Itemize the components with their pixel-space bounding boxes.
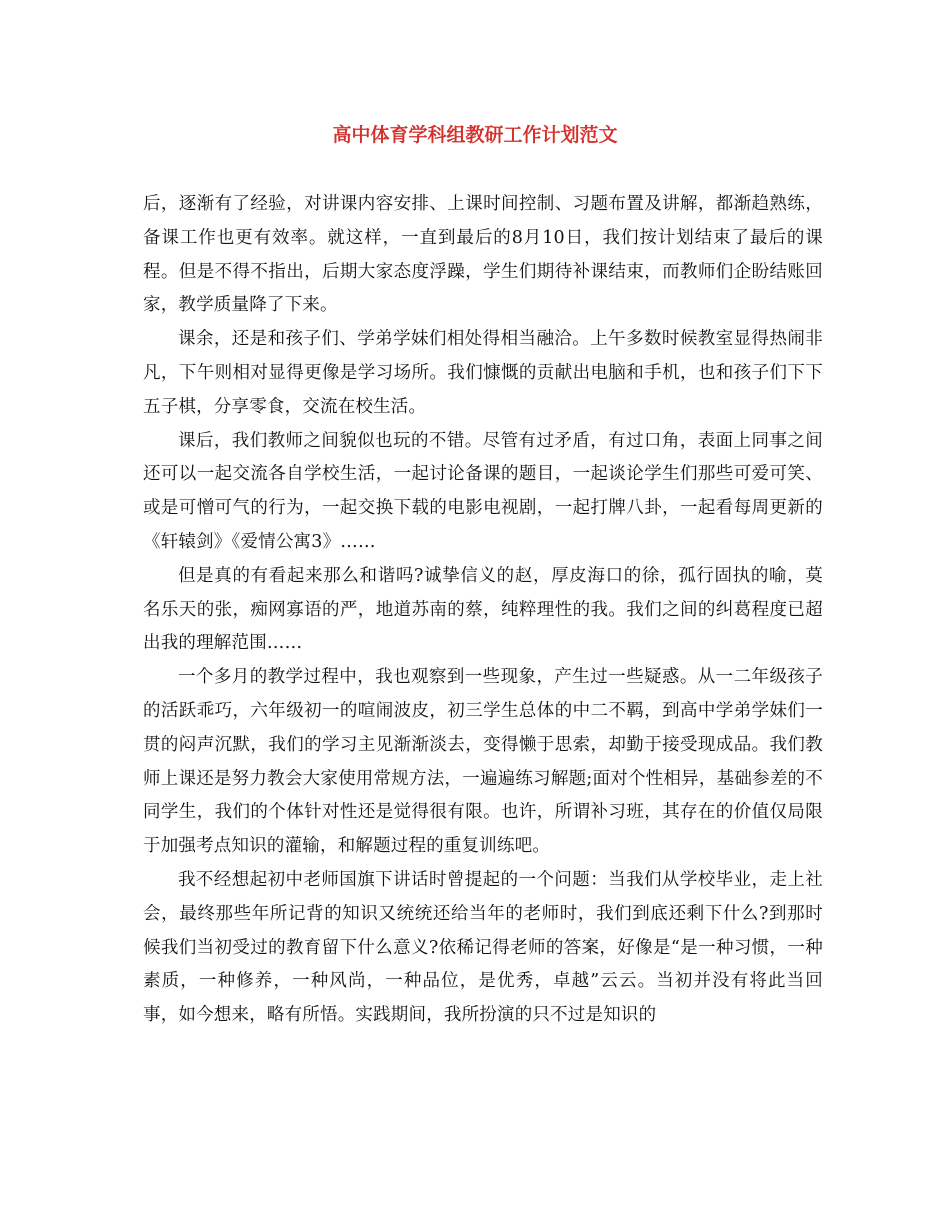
paragraph-1: 后，逐渐有了经验，对讲课内容安排、上课时间控制、习题布置及讲解，都渐趋熟练，备课工作也更有效率。就这样，一直到最后的8月10日，我们按计划结束了最后的课程。但是不得不指出，后期大家态度浮躁，学生们期待补课结束，而教师们企盼结账回家，教学质量降了下来。 xyxy=(143,194,823,316)
paragraph-3: 课后，我们教师之间貌似也玩的不错。尽管有过矛盾，有过口角，表面上同事之间还可以一起交流各自学校生活，一起讨论备课的题目，一起谈论学生们那些可爱可笑、或是可憎可气的行为，一起交换下载的电影电视剧，一起打牌八卦，一起看每周更新的《轩辕剑》《爱情公寓3》…… xyxy=(143,430,823,552)
paragraph-5: 一个多月的教学过程中，我也观察到一些现象，产生过一些疑惑。从一二年级孩子的活跃乖巧，六年级初一的喧闹波皮，初三学生总体的中二不羁，到高中学弟学妹们一贯的闷声沉默，我们的学习主见渐渐淡去，变得懒于思索，却勤于接受现成品。我们教师上课还是努力教会大家使用常规方法，一遍遍练习解题;面对个性相异，基础参差的不同学生，我们的个体针对性还是觉得很有限。也许，所谓补习班，其存在的价值仅局限于加强考点知识的灌输，和解题过程的重复训练吧。 xyxy=(143,667,823,857)
document-body xyxy=(143,188,823,1033)
paragraph-6: 我不经想起初中老师国旗下讲话时曾提起的一个问题：当我们从学校毕业，走上社会，最终那些年所记背的知识又统统还给当年的老师时，我们到底还剩下什么?到那时候我们当初受过的教育留下什么意义?依稀记得老师的答案，好像是“是一种习惯，一种素质，一种修养，一种风尚，一种品位，是优秀，卓越”云云。当初并没有将此当回事，如今想来，略有所悟。实践期间，我所扮演的只不过是知识的 xyxy=(143,869,823,1026)
document-title: 高中体育学科组教研工作计划范文 xyxy=(332,124,618,146)
paragraph-2: 课余，还是和孩子们、学弟学妹们相处得相当融洽。上午多数时候教室显得热闹非凡，下午则相对显得更像是学习场所。我们慷慨的贡献出电脑和手机，也和孩子们下下五子棋，分享零食，交流在校生活。 xyxy=(143,329,823,417)
paragraph-4: 但是真的有看起来那么和谐吗?诚挚信义的赵，厚皮海口的徐，孤行固执的喻，莫名乐天的张，痴网寡语的严，地道苏南的蔡，纯粹理性的我。我们之间的纠葛程度已超出我的理解范围…… xyxy=(143,565,823,654)
